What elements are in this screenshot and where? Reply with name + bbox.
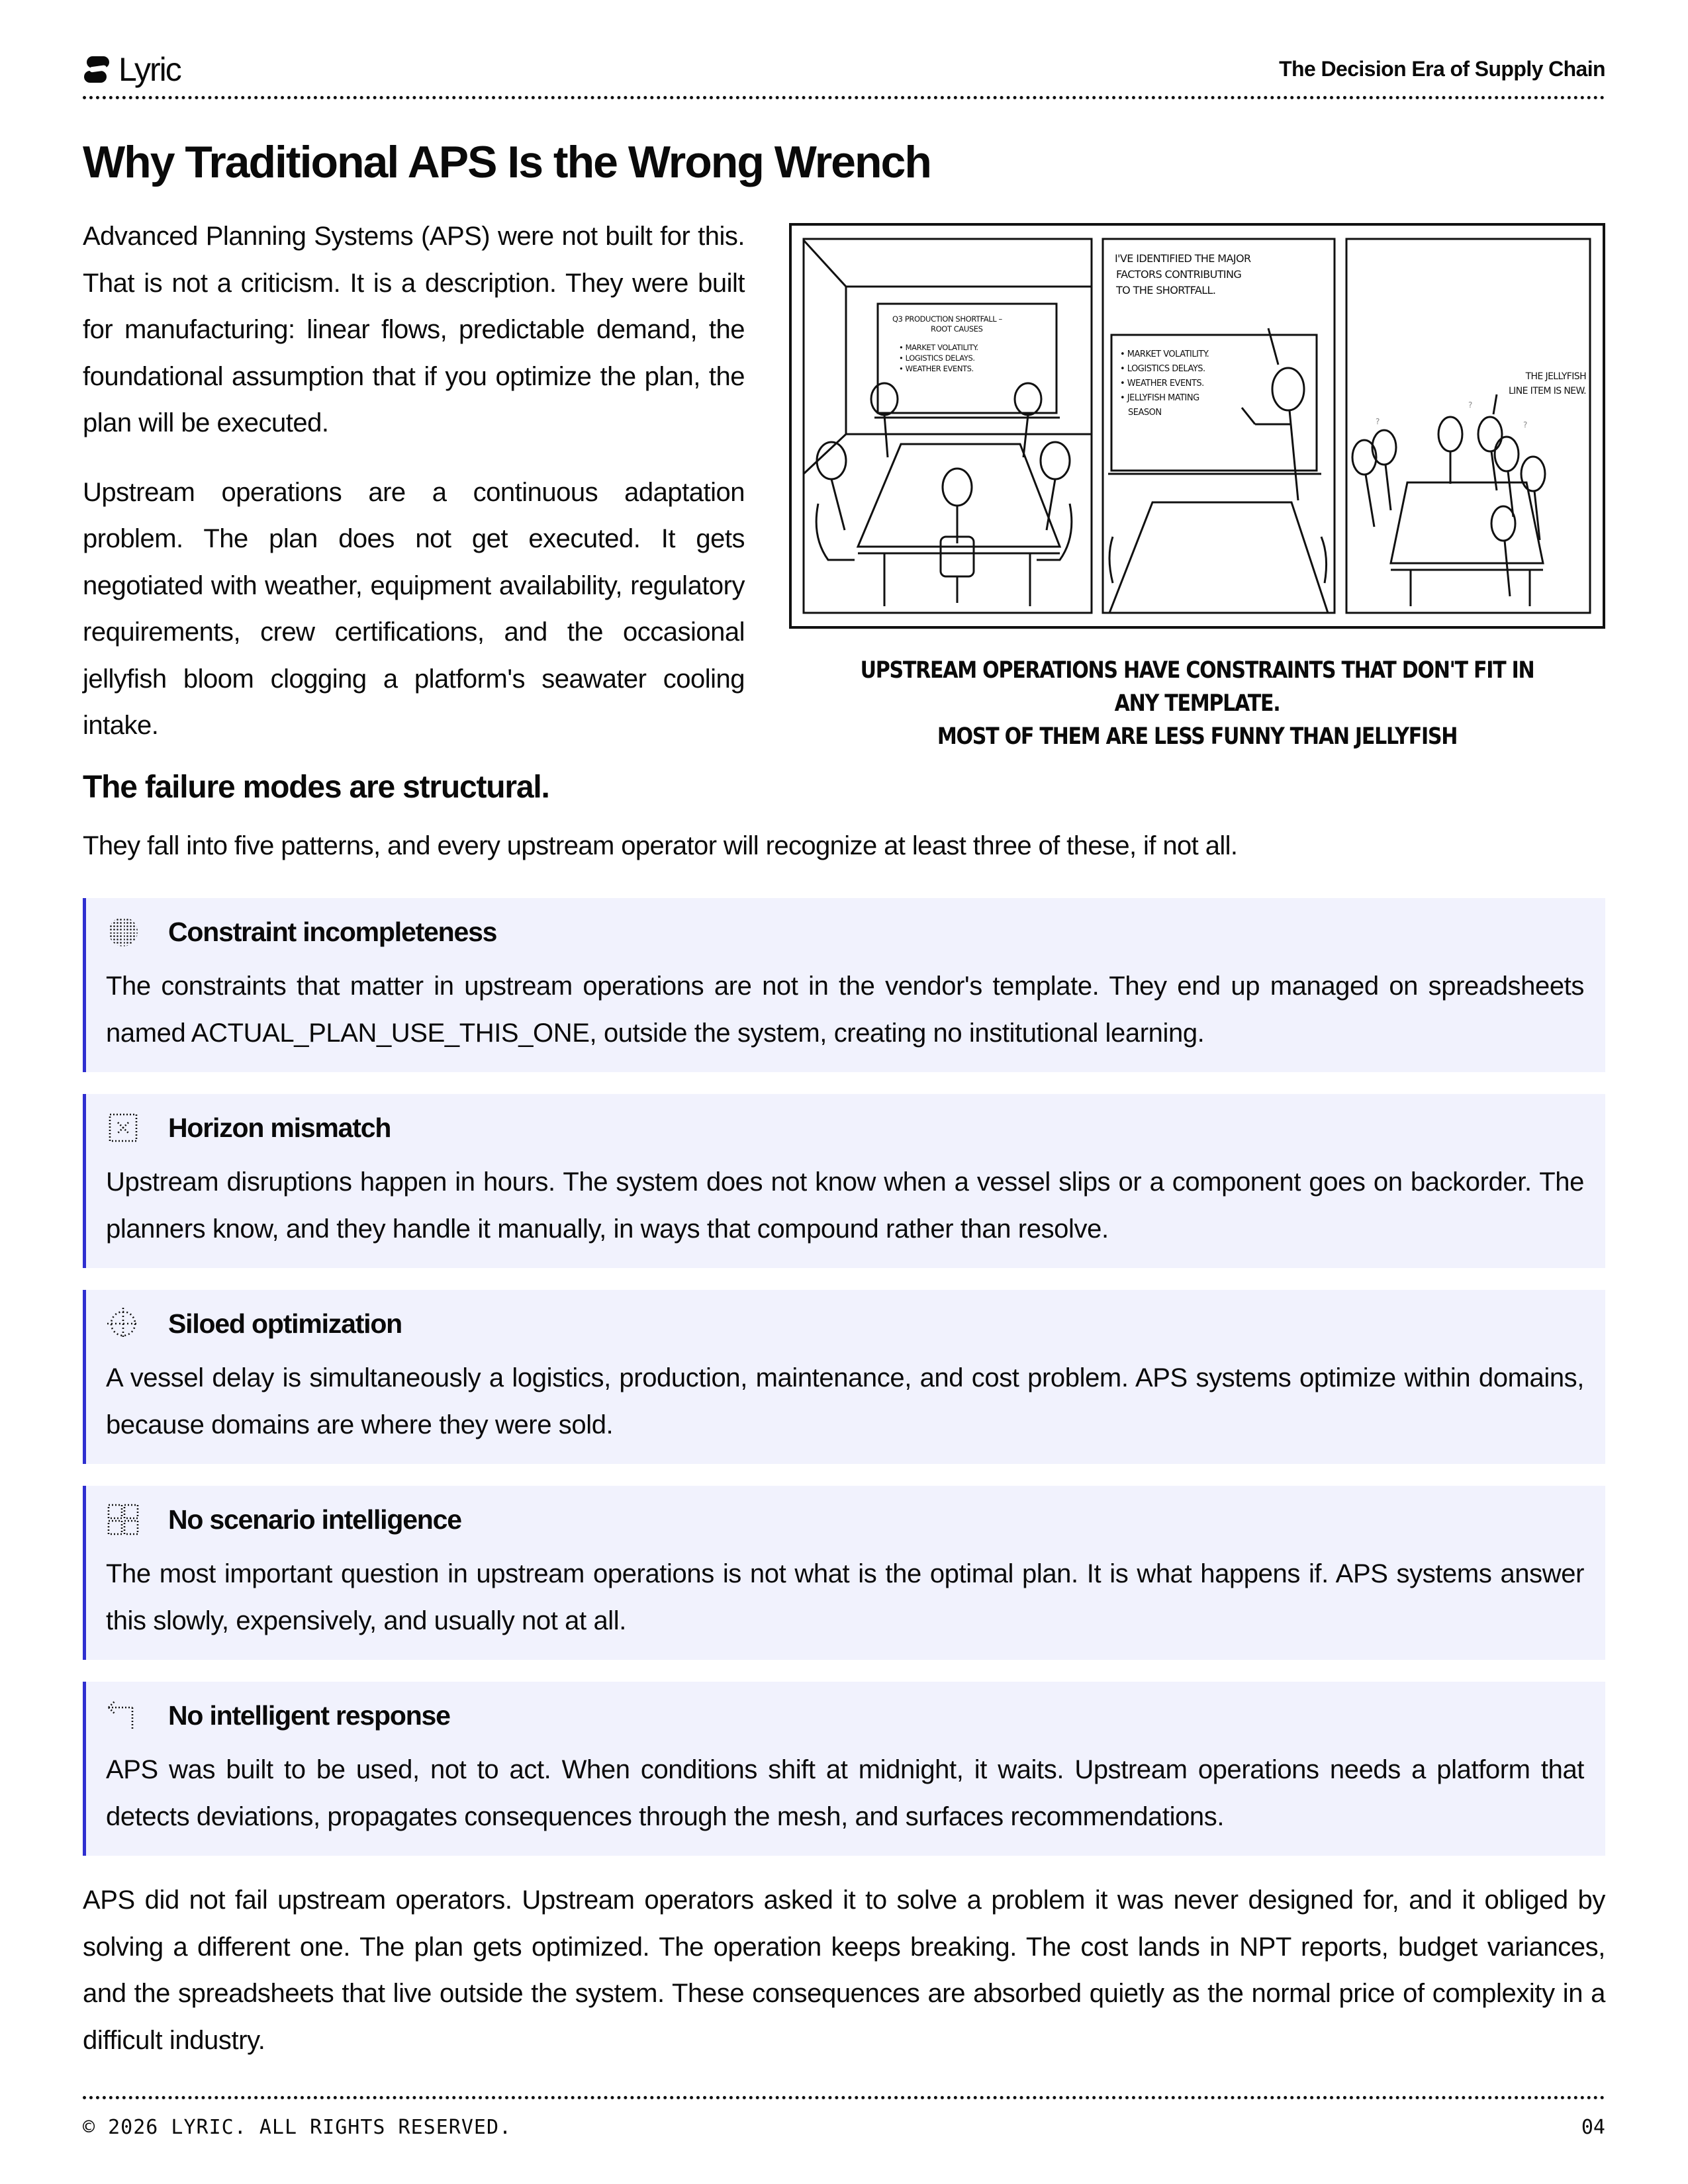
intro-paragraph: Advanced Planning Systems (APS) were not built for this. That is not a criticism. It is a description. They were built for manufacturing: linear flows, predictable demand, the foundational assumption that if you optimize the plan, the plan will be executed. [83,222,745,437]
whiteboard-bullet: • LOGISTICS DELAYS. [1120,364,1205,374]
section-lead: They fall into five patterns, and every upstream operator will recognize at least three of these, if not all. [83,831,1238,860]
question-mark: ? [1376,417,1380,426]
whiteboard-subtitle: ROOT CAUSES [931,324,983,334]
dotted-arrow-icon [106,1698,140,1733]
failure-mode-card [83,1486,1605,1660]
caption-line: UPSTREAM OPERATIONS HAVE CONSTRAINTS THAT DON'T FIT IN ANY TEMPLATE. [860,657,1534,717]
question-mark: ? [1523,420,1528,430]
failure-mode-description: A vessel delay is simultaneously a logistics, production, maintenance, and cost problem. APS systems optimize within domains, because domains are where they were sold. [106,1363,1584,1439]
whiteboard-bullet: • JELLYFISH MATING [1120,393,1199,403]
document-page [83,0,1605,2184]
failure-mode-description: Upstream disruptions happen in hours. The system does not know when a vessel slips or a component goes on backorder. The planners know, and they handle it manually, in ways that compound rather than resolve. [106,1167,1584,1244]
failure-mode-description: The constraints that matter in upstream operations are not in the vendor's template. They end up managed on spreadsheets named ACTUAL_PLAN_USE_THIS_ONE, outside the system, creating no institutional learning. [106,972,1584,1048]
failure-mode-card [83,1290,1605,1464]
intro-text [83,213,745,749]
whiteboard-title: Q3 PRODUCTION SHORTFALL – [892,314,1002,324]
question-mark: ? [1468,400,1473,410]
dotted-grid-icon [106,1502,140,1537]
whiteboard-bullet: • WEATHER EVENTS. [899,364,974,373]
brand-logo [83,53,181,86]
failure-mode-description: APS was built to be used, not to act. When conditions shift at midnight, it waits. Upstream operations needs a platform that detects deviations, propagates consequences through the mesh, and surfaces recommendations. [106,1755,1584,1831]
failure-modes-list [83,898,1605,1878]
footer-divider [83,2096,1605,2099]
caption-line: MOST OF THEM ARE LESS FUNNY THAN JELLYFISH [937,723,1458,750]
dotted-crosshair-icon [106,1306,140,1341]
document-title: The Decision Era of Supply Chain [1279,57,1605,81]
failure-mode-title: No intelligent response [168,1700,450,1731]
comic-strip [789,223,1605,629]
header-divider [83,96,1605,99]
failure-mode-card [83,1682,1605,1856]
section-heading: The failure modes are structural. [83,770,549,805]
speech-bubble-text: I'VE IDENTIFIED THE MAJOR [1115,252,1251,265]
page-title: Why Traditional APS Is the Wrong Wrench [83,137,931,187]
speech-bubble-text: TO THE SHORTFALL. [1116,284,1216,296]
speech-bubble-text: THE JELLYFISH [1525,371,1586,382]
whiteboard-bullet: • MARKET VOLATILITY. [1120,349,1209,359]
failure-mode-title: Siloed optimization [168,1308,402,1339]
figure-caption [846,654,1548,753]
failure-mode-title: No scenario intelligence [168,1504,461,1535]
failure-mode-card [83,898,1605,1072]
page-footer [83,2096,1605,2156]
whiteboard-bullet: • WEATHER EVENTS. [1120,379,1204,388]
whiteboard-bullet: • LOGISTICS DELAYS. [899,353,975,363]
speech-bubble-text: LINE ITEM IS NEW. [1508,386,1586,396]
whiteboard-bullet: SEASON [1128,408,1162,418]
speech-bubble-text: FACTORS CONTRIBUTING [1116,268,1242,281]
copyright-notice: © 2026 LYRIC. ALL RIGHTS RESERVED. [83,2116,512,2139]
intro-paragraph: Upstream operations are a continuous adaptation problem. The plan does not get executed. It gets negotiated with weather, equipment availability, regulatory requirements, crew certifications, and the occasional jellyfish bloom clogging a platform's seawater cooling intake. [83,477,745,740]
failure-mode-card [83,1094,1605,1268]
failure-mode-title: Horizon mismatch [168,1112,391,1143]
page-header [83,46,1605,99]
dotted-box-x-icon [106,1111,140,1145]
page-number: 04 [1581,2116,1605,2139]
whiteboard-bullet: • MARKET VOLATILITY. [899,343,978,352]
failure-mode-title: Constraint incompleteness [168,916,497,947]
failure-mode-description: The most important question in upstream operations is not what is the optimal plan. It is what happens if. APS systems answer this slowly, expensively, and usually not at all. [106,1559,1584,1635]
closing-paragraph: APS did not fail upstream operators. Upstream operators asked it to solve a problem it was never designed for, and it obliged by solving a different one. The plan gets optimized. The operation keeps breaking. The cost lands in NPT reports, budget variances, and the spreadsheets that live outside the system. These consequences are absorbed quietly as the normal price of complexity in a difficult industry. [83,1886,1605,2055]
dotted-globe-icon [106,915,140,949]
brand-name: Lyric [118,51,181,88]
comic-illustration [792,226,1603,626]
comic-figure [789,223,1605,753]
lyric-logo-icon [83,55,112,84]
